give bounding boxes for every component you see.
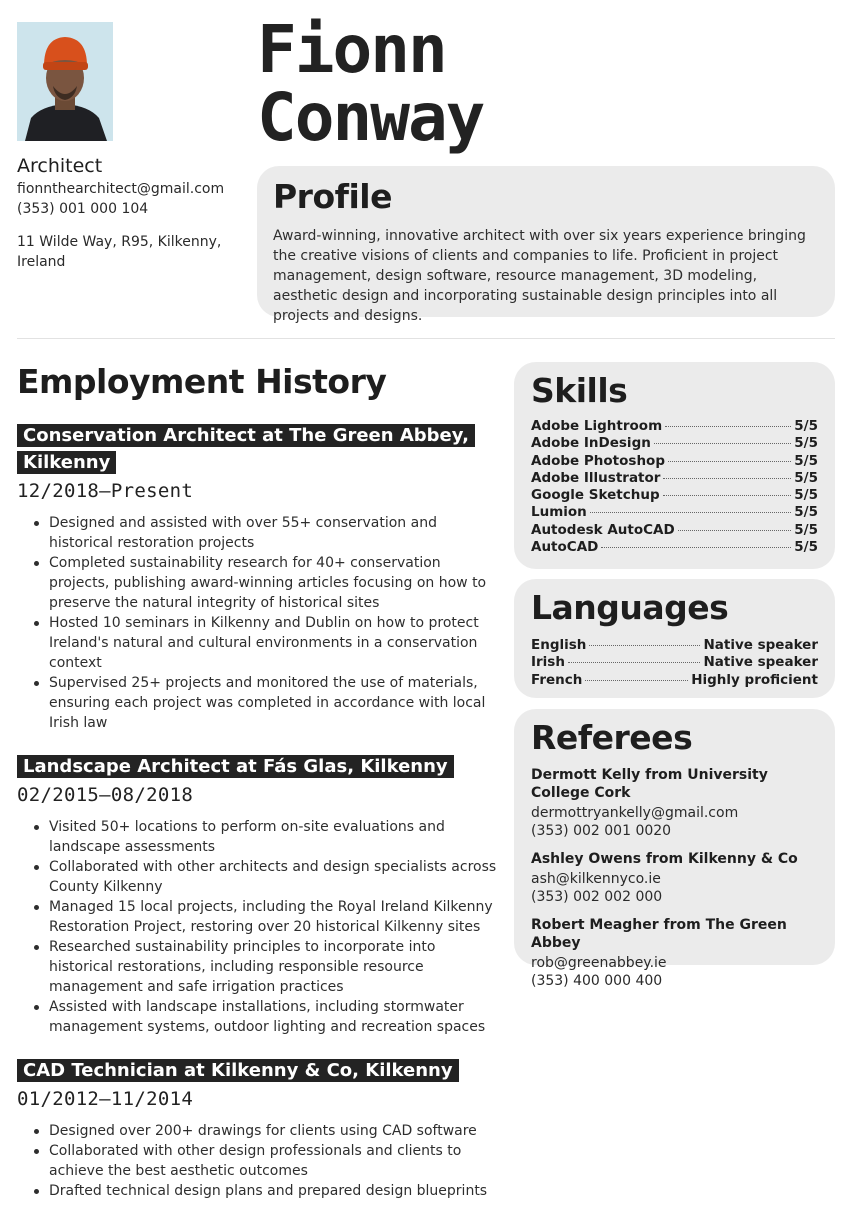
list-item: Supervised 25+ projects and monitored the use of materials, ensuring each project was completed in accordance with local Irish law xyxy=(17,673,497,733)
language-level: Native speaker xyxy=(703,654,818,671)
employment-heading: Employment History xyxy=(17,362,387,401)
referees-section xyxy=(514,709,835,989)
skill-row xyxy=(531,522,818,539)
skill-name: Adobe Photoshop xyxy=(531,452,665,469)
referee-name: Ashley Owens from Kilkenny & Co xyxy=(531,851,798,867)
list-item: Visited 50+ locations to perform on-site evaluations and landscape assessments xyxy=(17,817,497,857)
employment-section xyxy=(17,362,497,1201)
referee-email: ash@kilkennyco.ie xyxy=(531,871,661,887)
job-bullets xyxy=(17,1121,497,1201)
section-divider xyxy=(17,338,835,339)
skill-row xyxy=(531,453,818,470)
job-title-text: Landscape Architect at Fás Glas, Kilkenny xyxy=(17,755,454,778)
languages-section xyxy=(514,579,835,698)
skill-level: 5/5 xyxy=(794,521,818,538)
referee-email: dermottryankelly@gmail.com xyxy=(531,805,739,821)
skill-name: AutoCAD xyxy=(531,539,599,556)
list-item: Managed 15 local projects, including the Royal Ireland Kilkenny Restoration Project, restoring over 20 historical Kilkenny sites xyxy=(17,897,497,937)
skill-name: Adobe InDesign xyxy=(531,435,651,452)
skill-name: Adobe Illustrator xyxy=(531,469,661,486)
list-item: Collaborated with other architects and design specialists across County Kilkenny xyxy=(17,857,497,897)
profile-heading: Profile xyxy=(273,177,392,216)
skills-heading: Skills xyxy=(531,371,628,410)
job-dates: 01/2012—11/2014 xyxy=(17,1088,194,1110)
list-item: Researched sustainability principles to incorporate into historical restorations, including responsible resource management and safe irrigation practices xyxy=(17,937,497,997)
first-name: Fionn xyxy=(257,11,446,88)
list-item: Completed sustainability research for 40+ conservation projects, publishing award-winning articles focusing on how to preserve the natural integrity of historical sites xyxy=(17,553,497,613)
referee-phone: (353) 002 001 0020 xyxy=(531,823,672,839)
languages-list xyxy=(531,637,818,689)
skill-name: Adobe Lightroom xyxy=(531,418,663,434)
language-row xyxy=(531,637,818,654)
job-title-text: CAD Technician at Kilkenny & Co, Kilkenny xyxy=(17,1059,459,1082)
job-dates: 02/2015—08/2018 xyxy=(17,784,194,806)
skill-row xyxy=(531,487,818,504)
email-text: fionnthearchitect@gmail.com xyxy=(17,181,225,197)
last-name: Conway xyxy=(257,79,484,156)
referees-heading: Referees xyxy=(531,718,693,757)
language-row xyxy=(531,672,818,689)
referee-entry xyxy=(531,916,818,990)
full-name xyxy=(257,11,484,156)
profile-text: Award-winning, innovative architect with over six years experience bringing the creative visions of clients and companies to life. Proficient in project management, design software, resource management, 3D modeling, aesthetic design and incorporating sustainable design principles into all projects and designs. xyxy=(273,228,806,324)
skill-level: 5/5 xyxy=(794,539,818,556)
skill-row xyxy=(531,470,818,487)
contact-details xyxy=(17,179,247,272)
language-name: French xyxy=(531,671,583,688)
skill-level: 5/5 xyxy=(794,418,818,434)
address-line-1: 11 Wilde Way, R95, Kilkenny, xyxy=(17,234,222,250)
skill-level: 5/5 xyxy=(794,487,818,504)
list-item: Designed over 200+ drawings for clients using CAD software xyxy=(17,1121,497,1141)
job-title xyxy=(17,1057,497,1084)
referee-phone: (353) 400 000 400 xyxy=(531,973,663,989)
skill-row xyxy=(531,435,818,452)
job-title-text: Conservation Architect at The Green Abbey, Kilkenny xyxy=(17,424,475,474)
list-item: Hosted 10 seminars in Kilkenny and Dublin on how to protect Ireland's natural and cultural environments in a conservation context xyxy=(17,613,497,673)
language-row xyxy=(531,654,818,671)
languages-heading: Languages xyxy=(531,588,729,627)
skill-name: Autodesk AutoCAD xyxy=(531,521,675,538)
skills-list xyxy=(531,418,818,556)
skill-level: 5/5 xyxy=(794,504,818,521)
job-entry xyxy=(17,1057,497,1201)
job-dates: 12/2018—Present xyxy=(17,480,194,502)
language-name: Irish xyxy=(531,654,565,671)
skill-row xyxy=(531,418,818,435)
job-bullets xyxy=(17,817,497,1037)
list-item: Collaborated with other design professionals and clients to achieve the best aesthetic outcomes xyxy=(17,1141,497,1181)
phone-text: (353) 001 000 104 xyxy=(17,201,149,217)
job-title xyxy=(17,422,497,476)
language-name: English xyxy=(531,637,587,653)
list-item: Assisted with landscape installations, including stormwater management systems, outdoor lighting and recreation spaces xyxy=(17,997,497,1037)
referee-entry xyxy=(531,766,818,840)
language-level: Highly proficient xyxy=(691,671,818,688)
skill-row xyxy=(531,504,818,521)
job-title xyxy=(17,753,497,780)
job-entry xyxy=(17,422,497,733)
skill-level: 5/5 xyxy=(794,452,818,469)
language-level: Native speaker xyxy=(703,637,818,653)
referee-entry xyxy=(531,850,818,906)
profile-section xyxy=(257,166,835,324)
referee-email: rob@greenabbey.ie xyxy=(531,955,667,971)
job-role: Architect xyxy=(17,155,103,177)
job-entry xyxy=(17,753,497,1037)
list-item: Designed and assisted with over 55+ conservation and historical restoration projects xyxy=(17,513,497,553)
referee-name: Robert Meagher from The Green Abbey xyxy=(531,917,787,951)
address-line-2: Ireland xyxy=(17,254,66,270)
list-item: Drafted technical design plans and prepared design blueprints xyxy=(17,1181,497,1201)
referee-name: Dermott Kelly from University College Cork xyxy=(531,767,768,801)
job-bullets xyxy=(17,513,497,733)
skills-section xyxy=(514,362,835,569)
skill-name: Lumion xyxy=(531,504,587,521)
skill-level: 5/5 xyxy=(794,469,818,486)
profile-photo xyxy=(17,22,113,141)
skill-row xyxy=(531,539,818,556)
skill-level: 5/5 xyxy=(794,435,818,452)
skill-name: Google Sketchup xyxy=(531,487,660,504)
referee-phone: (353) 002 002 000 xyxy=(531,889,663,905)
